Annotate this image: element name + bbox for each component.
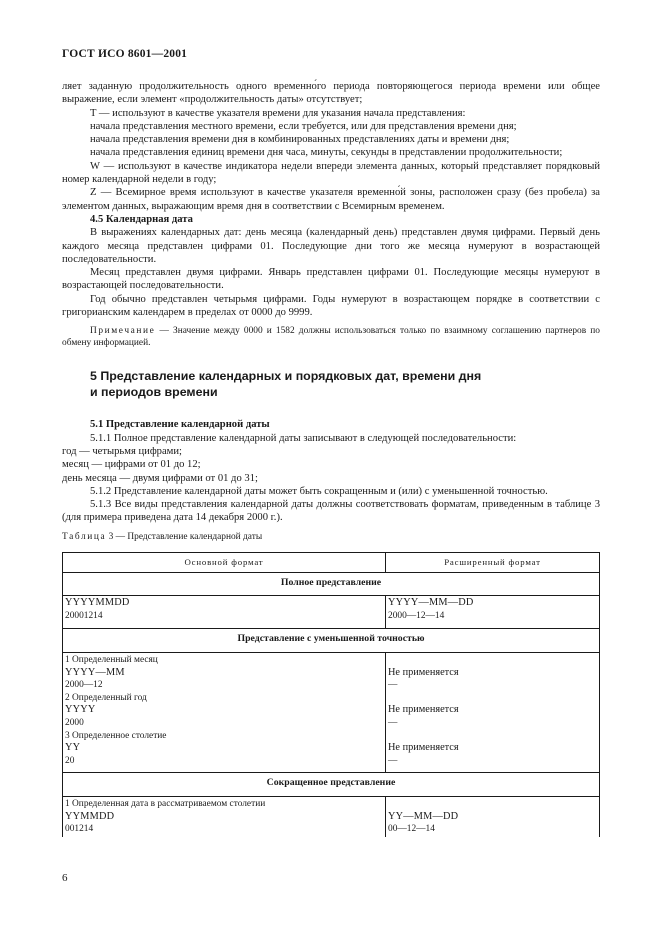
- paragraph: год — четырьмя цифрами;: [62, 445, 183, 457]
- group-reduced: Представление с уменьшенной точностью: [63, 629, 600, 653]
- example-text: 2000: [65, 717, 84, 728]
- example-text: 001214: [65, 824, 94, 835]
- row-label: 2 Определенный год: [65, 692, 147, 703]
- subsection-heading: 5.1 Представление календарной даты: [90, 419, 270, 431]
- column-header-extended: Расширенный формат: [386, 553, 600, 573]
- row-label: 3 Определенное столетие: [65, 730, 167, 741]
- paragraph: Z — Всемирное время используют в качестве указателя временно́й зоны, расположен сразу (без пробела) за элементом данных, выражающим время дня в соответствии с Всемирным временем.: [62, 187, 600, 212]
- example-text: 00—12—14: [388, 824, 435, 835]
- table-header-row: [63, 553, 600, 573]
- not-applicable-text: Не применяется: [388, 704, 459, 716]
- table-row: [63, 652, 600, 772]
- table-group-row: [63, 572, 600, 596]
- cell-basic: [63, 596, 386, 629]
- table-caption: [62, 531, 600, 544]
- paragraph: Месяц представлен двумя цифрами. Январь представлен цифрами 01. Последующие месяцы нумеруют в возрастающей последовательности.: [62, 267, 600, 292]
- row-label: 1 Определенный месяц: [65, 654, 158, 665]
- example-text: 20001214: [65, 610, 103, 621]
- table-caption-label: Таблица: [62, 531, 107, 542]
- table-group-row: [63, 629, 600, 653]
- document-header: ГОСТ ИСО 8601—2001: [62, 48, 188, 60]
- formats-table: [62, 552, 600, 837]
- dash-text: —: [388, 717, 398, 728]
- note-label: Примечание: [90, 326, 156, 337]
- format-text: YY: [65, 742, 81, 754]
- format-text: YYYY: [65, 704, 96, 716]
- section-heading-line: 5 Представление календарных и порядковых дат, времени дня: [90, 369, 482, 384]
- paragraph: Год обычно представлен четырьмя цифрами. Годы нумеруют в возрастающем порядке в соответствии с григорианским календарем в пределах от 0000 до 9999.: [62, 293, 600, 319]
- cell-basic: [63, 652, 386, 772]
- cell-extended: [386, 652, 600, 772]
- section-heading: [90, 369, 600, 400]
- section-heading-line: и периодов времени: [90, 384, 218, 399]
- paragraph: W — используют в качестве индикатора недели впереди элемента данных, который представляет порядковый номер календарной недели в году;: [62, 160, 600, 186]
- group-abbrev: Сокращенное представление: [63, 773, 600, 797]
- paragraph: В выражениях календарных дат: день месяца (календарный день) представлен двумя цифрами. Первый день каждого месяца представлен цифрами 01. Последующие дни того же месяца нумеруют в возрастающей последовательности.: [62, 227, 600, 265]
- cell-extended: [386, 796, 600, 836]
- format-text: YY—MM—DD: [388, 810, 459, 822]
- not-applicable-text: Не применяется: [388, 666, 459, 678]
- format-text: YYYYMMDD: [65, 597, 130, 609]
- format-text: YYYY—MM—DD: [388, 597, 474, 609]
- table-row: [63, 596, 600, 629]
- example-text: 20: [65, 755, 75, 766]
- cell-extended: [386, 596, 600, 629]
- dash-text: —: [388, 680, 398, 691]
- document-body: [62, 80, 600, 837]
- table-row: [63, 796, 600, 836]
- dash-text: —: [388, 755, 398, 766]
- paragraph: 5.1.2 Представление календарной даты может быть сокращенным и (или) с уменьшенной точностью.: [90, 485, 548, 497]
- paragraph: ляет заданную продолжительность одного временно́го периода повторяющегося периода времени или общее выражение, если элемент «продолжительность даты» отсутствует;: [62, 81, 600, 106]
- not-applicable-text: Не применяется: [388, 742, 459, 754]
- table-group-row: [63, 773, 600, 797]
- paragraph: начала представления единиц времени дня часа, минуты, секунды в представлении продолжительности;: [90, 147, 563, 159]
- paragraph: 5.1.1 Полное представление календарной даты записывают в следующей последовательности:: [90, 432, 517, 444]
- format-text: YYYY—MM: [65, 666, 125, 678]
- row-label: 1 Определенная дата в рассматриваемом столетии: [65, 798, 266, 809]
- table-caption-text: 3 — Представление календарной даты: [106, 531, 263, 542]
- paragraph: день месяца — двумя цифрами от 01 до 31;: [62, 472, 258, 484]
- cell-basic: [63, 796, 386, 836]
- paragraph: начала представления местного времени, если требуется, или для представления времени дня;: [90, 120, 517, 132]
- subsection-heading: 4.5 Календарная дата: [90, 213, 193, 225]
- note: [62, 325, 600, 349]
- note-text: — Значение между 0000 и 1582 должны использоваться только по взаимному соглашению партнеров по обмену информацией.: [62, 326, 600, 349]
- column-header-basic: Основной формат: [63, 553, 386, 573]
- format-text: YYMMDD: [65, 810, 115, 822]
- paragraph: 5.1.3 Все виды представления календарной даты должны соответствовать форматам, приведенным в таблице 3 (для примера приведена дата 14 декабря 2000 г.).: [62, 499, 600, 524]
- paragraph: T — используют в качестве указателя времени для указания начала представления:: [90, 107, 466, 119]
- example-text: 2000—12—14: [388, 610, 445, 621]
- paragraph: начала представления времени дня в комбинированных представлениях даты и времени дня;: [90, 134, 510, 146]
- paragraph: месяц — цифрами от 01 до 12;: [62, 459, 201, 471]
- page-number: 6: [62, 872, 68, 884]
- group-full: Полное представление: [63, 572, 600, 596]
- example-text: 2000—12: [65, 680, 103, 691]
